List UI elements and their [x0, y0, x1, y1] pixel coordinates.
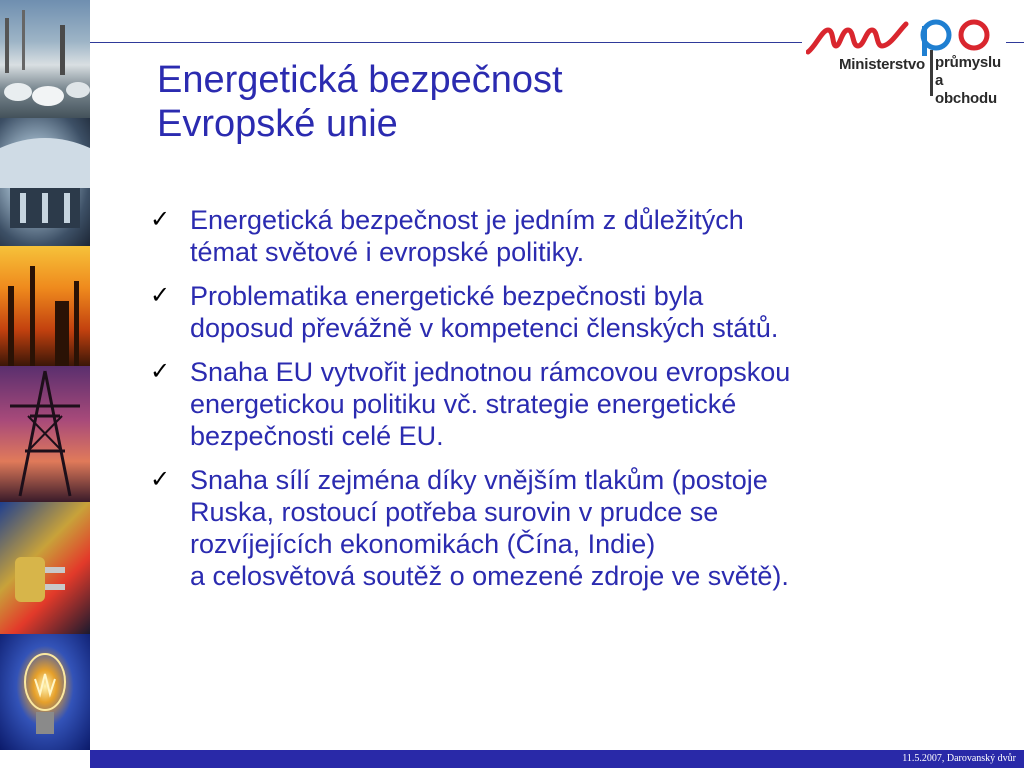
checkmark-icon: ✓ [150, 466, 171, 493]
bullet-item [150, 464, 970, 592]
bullet-text: Snaha sílí zejména díky vnějším tlakům (postoje Ruska, rostoucí potřeba surovin v prudce se rozvíjejících ekonomikách (Čína, Indie) a celosvětová soutěž o omezené zdroje ve světě). [190, 465, 789, 591]
refinery-photo [0, 0, 90, 118]
bullet-item [150, 356, 970, 452]
bullet-item [150, 280, 970, 344]
footer-bar [90, 750, 1024, 768]
industry-silhouette-photo [0, 246, 90, 366]
logo-word-ministerstvo: Ministerstvo [839, 56, 925, 73]
photo-strip [0, 0, 90, 750]
mpo-logo-mark [806, 16, 1006, 56]
footer-note: 11.5.2007, Darovanský dvůr [902, 753, 1016, 764]
bullet-text: Energetická bezpečnost je jedním z důležitých témat světové i evropské politiky. [190, 205, 744, 267]
dam-photo [0, 118, 90, 246]
logo-divider [930, 50, 933, 96]
slide-title-line-1: Energetická bezpečnost [157, 59, 563, 101]
logo-word-a-obchodu: a obchodu [935, 72, 997, 107]
slide-title [157, 58, 717, 146]
plug-photo [0, 502, 90, 634]
checkmark-icon: ✓ [150, 206, 171, 233]
ministry-logo [806, 16, 1006, 106]
bullet-text: Snaha EU vytvořit jednotnou rámcovou evropskou energetickou politiku vč. strategie energetické bezpečnosti celé EU. [190, 357, 791, 451]
checkmark-icon: ✓ [150, 358, 171, 385]
bullet-text: Problematika energetické bezpečnosti byla doposud převážně v kompetenci členských států. [190, 281, 779, 343]
checkmark-icon: ✓ [150, 282, 171, 309]
bullet-item [150, 204, 970, 268]
bullet-list [150, 204, 970, 604]
light-bulb-photo [0, 634, 90, 750]
header-rule [90, 42, 802, 43]
header-rule-right [1006, 42, 1024, 43]
slide-title-line-2: Evropské unie [157, 103, 398, 145]
power-pylon-photo [0, 366, 90, 502]
logo-word-right [935, 54, 1006, 108]
logo-word-prumyslu: průmyslu [935, 54, 1001, 71]
